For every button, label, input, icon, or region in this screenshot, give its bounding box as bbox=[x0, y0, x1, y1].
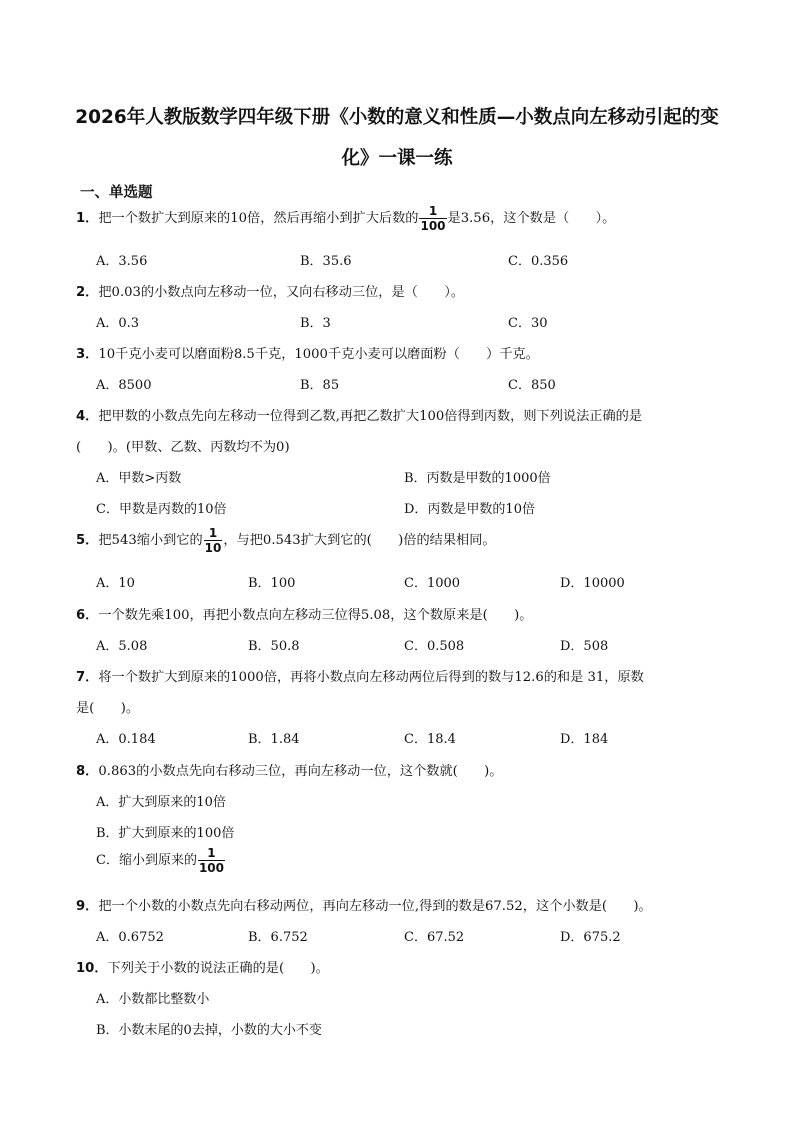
option-a[interactable]: A．扩大到原来的10倍 bbox=[96, 795, 226, 810]
option-d[interactable]: D．508 bbox=[560, 639, 609, 654]
question-1 bbox=[76, 204, 615, 233]
fraction-denominator: 100 bbox=[198, 861, 225, 875]
fraction bbox=[204, 526, 223, 555]
question-text: 是3.56，这个数是（ ）。 bbox=[447, 211, 616, 226]
option-c[interactable]: C．0.356 bbox=[508, 254, 569, 269]
question-text: ，与把0.543扩大到它的( )倍的结果相同。 bbox=[223, 533, 496, 548]
option-a[interactable]: A．小数都比整数小 bbox=[96, 992, 210, 1007]
question-number: 3． bbox=[76, 347, 99, 362]
section-heading: 一、单选题 bbox=[80, 185, 153, 201]
fraction-numerator: 1 bbox=[428, 204, 438, 218]
option-b[interactable]: B．85 bbox=[300, 378, 340, 393]
question-number: 9． bbox=[76, 899, 99, 914]
option-c-text: C．缩小到原来的 bbox=[96, 853, 197, 868]
option-d[interactable]: D．184 bbox=[560, 732, 609, 747]
question-number: 4． bbox=[76, 409, 99, 424]
question-text: 一个数先乘100，再把小数点向左移动三位得5.08，这个数原来是( )。 bbox=[98, 608, 533, 623]
option-b[interactable]: B．6.752 bbox=[248, 930, 308, 945]
option-a[interactable]: A．5.08 bbox=[96, 639, 148, 654]
question-text: 10千克小麦可以磨面粉8.5千克，1000千克小麦可以磨面粉（ ）千克。 bbox=[98, 347, 539, 362]
fraction-denominator: 10 bbox=[204, 541, 222, 555]
question-4-continued: ( )。(甲数、乙数、丙数均不为0) bbox=[76, 440, 290, 455]
question-3 bbox=[76, 343, 539, 362]
question-6 bbox=[76, 604, 532, 623]
question-text: 把一个小数的小数点先向右移动两位，再向左移动一位,得到的数是67.52，这个小数是( )。 bbox=[98, 899, 652, 914]
question-number: 5． bbox=[76, 533, 99, 548]
option-c[interactable]: C．甲数是丙数的10倍 bbox=[96, 502, 227, 517]
option-c[interactable] bbox=[96, 846, 226, 875]
question-7-continued: 是( )。 bbox=[76, 701, 140, 716]
option-c[interactable]: C．850 bbox=[508, 378, 556, 393]
option-b[interactable]: B．1.84 bbox=[248, 732, 300, 747]
fraction bbox=[198, 846, 225, 875]
question-text: 把一个数扩大到原来的10倍，然后再缩小到扩大后数的 bbox=[98, 211, 419, 226]
question-number: 6． bbox=[76, 608, 99, 623]
document-title-line-1: 2026年人教版数学四年级下册《小数的意义和性质—小数点向左移动引起的变 bbox=[75, 107, 719, 128]
option-a[interactable]: A．3.56 bbox=[96, 254, 148, 269]
option-d[interactable]: D．丙数是甲数的10倍 bbox=[404, 502, 535, 517]
question-9 bbox=[76, 895, 652, 914]
option-b[interactable]: B．35.6 bbox=[300, 254, 352, 269]
fraction-numerator: 1 bbox=[208, 526, 218, 540]
option-d[interactable]: D．675.2 bbox=[560, 930, 621, 945]
option-a[interactable]: A．8500 bbox=[96, 378, 152, 393]
option-c[interactable]: C．30 bbox=[508, 316, 548, 331]
question-5 bbox=[76, 526, 496, 555]
question-text: 下列关于小数的说法正确的是( )。 bbox=[107, 961, 329, 976]
question-number: 7． bbox=[76, 670, 99, 685]
question-number: 1． bbox=[76, 211, 99, 226]
question-text: 把甲数的小数点先向左移动一位得到乙数,再把乙数扩大100倍得到丙数，则下列说法正确的是 bbox=[98, 409, 643, 424]
option-b[interactable]: B．扩大到原来的100倍 bbox=[96, 826, 235, 841]
question-10 bbox=[76, 957, 329, 976]
option-a[interactable]: A．10 bbox=[96, 576, 135, 591]
fraction-denominator: 100 bbox=[420, 219, 446, 233]
fraction-numerator: 1 bbox=[207, 846, 216, 860]
document-title-line-2: 化》一课一练 bbox=[341, 148, 453, 169]
option-a[interactable]: A．0.184 bbox=[96, 732, 156, 747]
option-b[interactable]: B．100 bbox=[248, 576, 296, 591]
option-c[interactable]: C．18.4 bbox=[404, 732, 456, 747]
question-2 bbox=[76, 281, 464, 300]
question-text: 0.863的小数点先向右移动三位，再向左移动一位，这个数就( )。 bbox=[98, 764, 503, 779]
question-8 bbox=[76, 760, 502, 779]
option-a[interactable]: A．0.3 bbox=[96, 316, 140, 331]
question-number: 10． bbox=[76, 961, 108, 976]
option-d[interactable]: D．10000 bbox=[560, 576, 625, 591]
option-c[interactable]: C．0.508 bbox=[404, 639, 465, 654]
option-b[interactable]: B．3 bbox=[300, 316, 331, 331]
option-b[interactable]: B．小数末尾的0去掉，小数的大小不变 bbox=[96, 1023, 322, 1038]
question-4 bbox=[76, 405, 642, 424]
fraction bbox=[419, 204, 446, 233]
question-number: 2． bbox=[76, 285, 99, 300]
option-c[interactable]: C．67.52 bbox=[404, 930, 465, 945]
question-number: 8． bbox=[76, 764, 99, 779]
option-b[interactable]: B．丙数是甲数的1000倍 bbox=[404, 471, 551, 486]
question-text: 把543缩小到它的 bbox=[98, 533, 203, 548]
option-b[interactable]: B．50.8 bbox=[248, 639, 300, 654]
option-a[interactable]: A．0.6752 bbox=[96, 930, 164, 945]
question-text: 将一个数扩大到原来的1000倍，再将小数点向左移动两位后得到的数与12.6的和是 31，原数 bbox=[98, 670, 644, 685]
option-c[interactable]: C．1000 bbox=[404, 576, 461, 591]
option-a[interactable]: A．甲数>丙数 bbox=[96, 471, 182, 486]
question-text: 把0.03的小数点向左移动一位，又向右移动三位，是（ ）。 bbox=[98, 285, 465, 300]
question-7 bbox=[76, 666, 644, 685]
